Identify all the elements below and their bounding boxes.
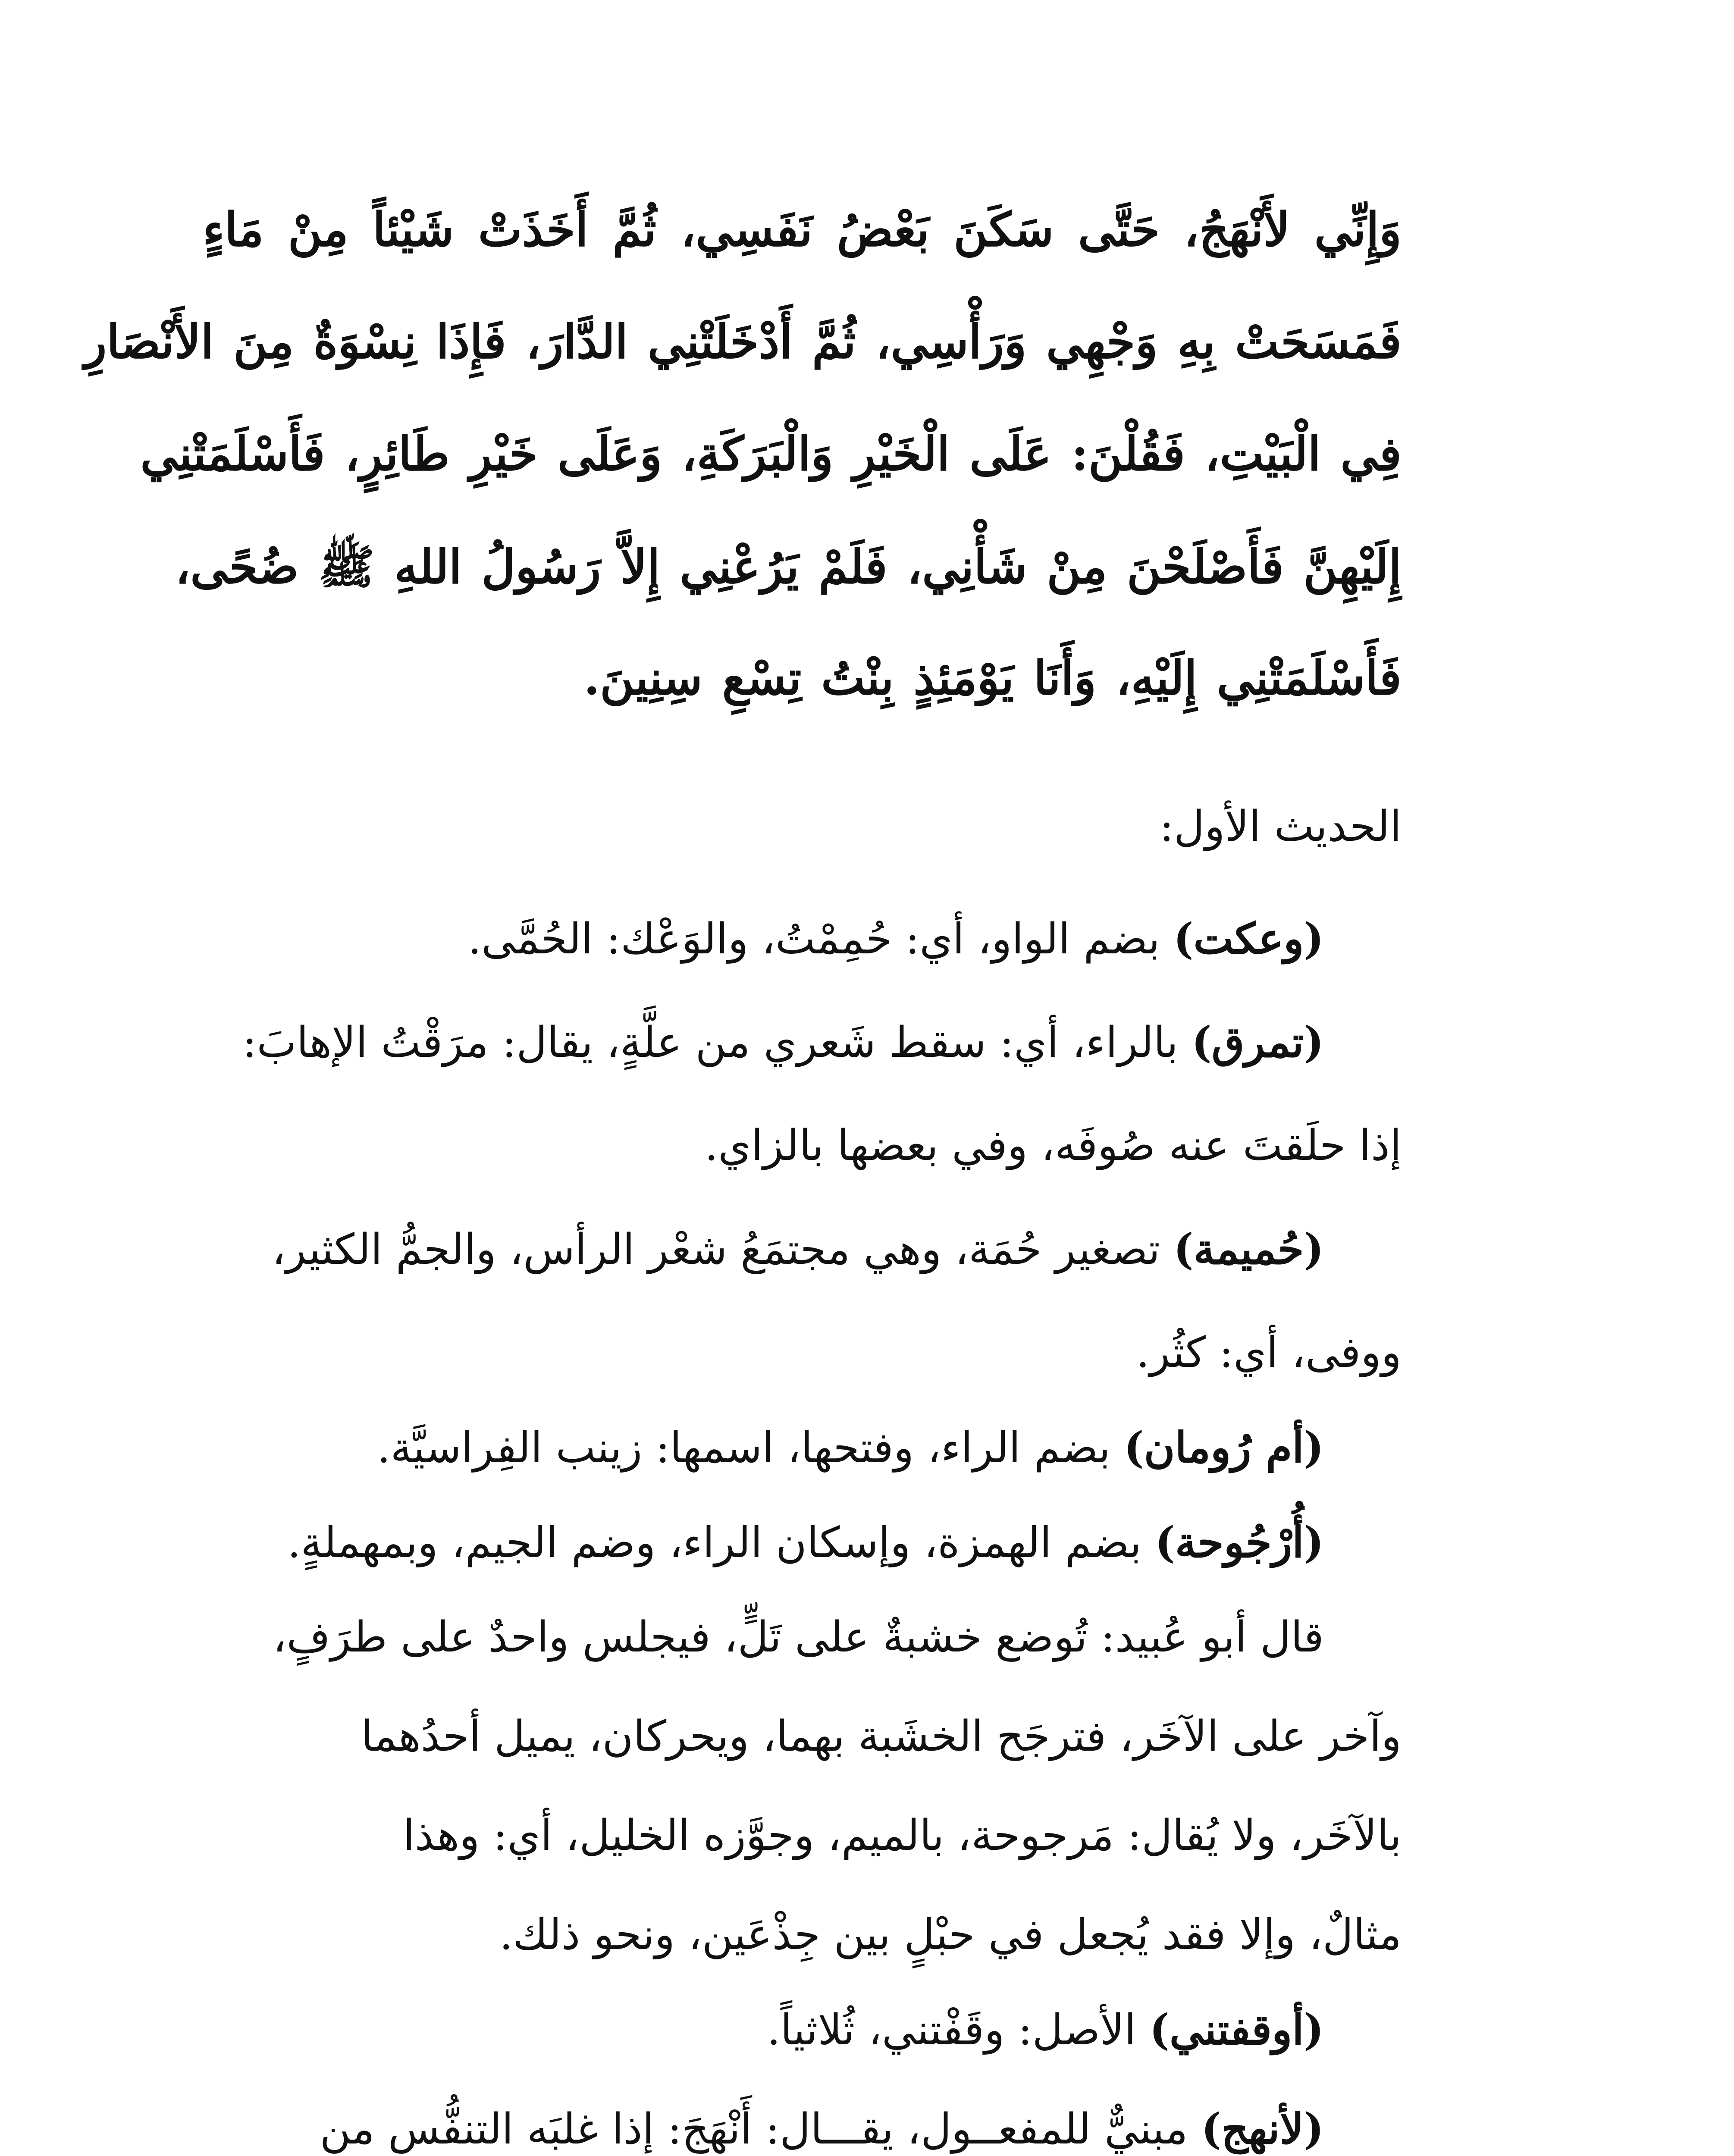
note-text: بضم الواو، أي: حُمِمْتُ، والوَعْك: الحُمَّى. — [468, 915, 1174, 964]
note-line — [203, 2104, 1324, 2154]
note-line: ووفى، أي: كثُر. — [1136, 1328, 1402, 1377]
note-line — [203, 2005, 1324, 2055]
note-line: وآخر على الآخَر، فترجَح الخشَبة بهما، ويحركان، يميل أحدُهما — [361, 1712, 1402, 1761]
note-line: مثالٌ، وإلا فقد يُجعل في حبْلٍ بين جِذْعَين، ونحو ذلك. — [499, 1910, 1402, 1959]
note-line: بالآخَر، ولا يُقال: مَرجوحة، بالميم، وجوَّزه الخليل، أي: وهذا — [403, 1811, 1402, 1860]
note-line — [203, 1225, 1324, 1274]
note-term: (وعكت) — [1173, 914, 1324, 964]
note-line: قال أبو عُبيد: تُوضع خشبةٌ على تَلٍّ، فيجلس واحدٌ على طرَفٍ، — [273, 1613, 1324, 1662]
note-line — [203, 914, 1324, 964]
hadith-line: فِي الْبَيْتِ، فَقُلْنَ: عَلَى الْخَيْرِ وَالْبَرَكَةِ، وَعَلَى خَيْرِ طَائِرٍ، فَأَسْلَمَتْنِي — [140, 427, 1402, 481]
note-term: (حُميمة) — [1173, 1225, 1324, 1274]
note-text: بضم الهمزة، وإسكان الراء، وضم الجيم، وبمهملةٍ. — [287, 1518, 1155, 1567]
note-term: (لأنهج) — [1201, 2104, 1324, 2154]
explanatory-notes — [84, 0, 1402, 2156]
note-term: (تمرق) — [1192, 1018, 1324, 1067]
note-text: الأصل: وقَفْتني، ثُلاثياً. — [767, 2006, 1150, 2055]
note-text: بضم الراء، وفتحها، اسمها: زينب الفِراسيَّة. — [377, 1423, 1124, 1473]
note-line — [203, 1018, 1324, 1067]
hadith-line: فَمَسَحَتْ بِهِ وَجْهِي وَرَأْسِي، ثُمَّ أَدْخَلَتْنِي الدَّارَ، فَإِذَا نِسْوَةٌ مِنَ الأَنْصَارِ — [84, 315, 1402, 369]
note-line — [203, 1423, 1324, 1473]
hadith-line: فَأَسْلَمَتْنِي إِلَيْهِ، وَأَنَا يَوْمَئِذٍ بِنْتُ تِسْعِ سِنِينَ. — [583, 651, 1402, 705]
note-line: إذا حلَقتَ عنه صُوفَه، وفي بعضها بالزاي. — [705, 1121, 1402, 1170]
note-term: (أم رُومان) — [1124, 1423, 1324, 1473]
note-text: تصغير حُمَة، وهي مجتمَعُ شعْر الرأس، والجمُّ الكثير، — [272, 1225, 1174, 1274]
note-term: (أوقفتني) — [1149, 2005, 1324, 2055]
note-text: بالراء، أي: سقط شَعري من علَّةٍ، يقال: مرَقْتُ الإهابَ: — [242, 1018, 1192, 1067]
note-line — [203, 1518, 1324, 1567]
hadith-line: إِلَيْهِنَّ فَأَصْلَحْنَ مِنْ شَأْنِي، فَلَمْ يَرُعْنِي إِلاَّ رَسُولُ اللهِ ﷺ ضُحًى، — [175, 540, 1402, 594]
note-term: (أُرْجُوحة) — [1155, 1518, 1324, 1567]
note-text: مبنيٌّ للمفعــول، يقـــال: أَنْهَجَ: إذا غلبَه التنفُّس من — [320, 2105, 1201, 2154]
hadith-line: وَإِنِّي لأَنْهَجُ، حَتَّى سَكَنَ بَعْضُ نَفَسِي، ثُمَّ أَخَذَتْ شَيْئاً مِنْ مَاءٍ — [203, 203, 1402, 257]
notes-heading: الحديث الأول: — [1159, 802, 1402, 851]
